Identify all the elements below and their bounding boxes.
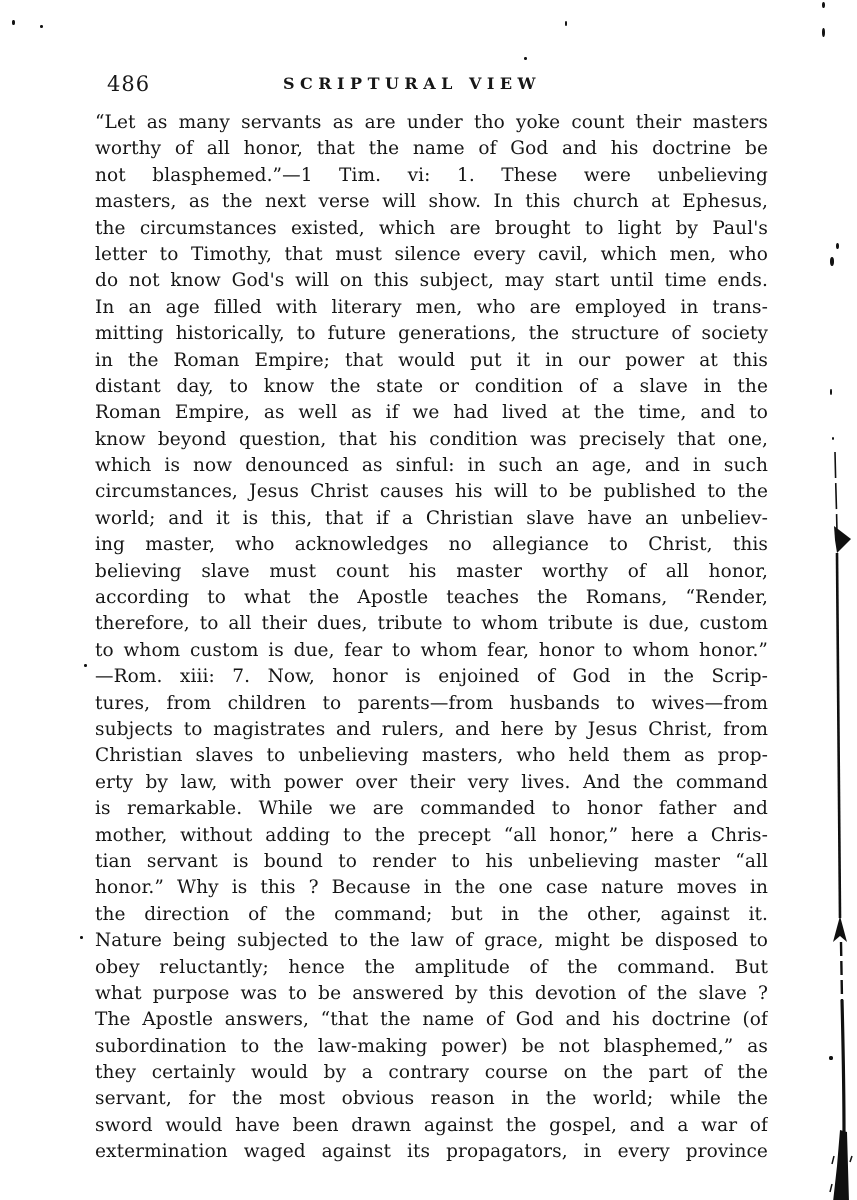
ink-speck — [836, 243, 839, 249]
text-line: subordination to the law-making power) be not blasphemed,” as — [95, 1035, 768, 1057]
text-line: therefore, to all their dues, tribute to whom tribute is due, custom — [95, 613, 768, 635]
text-line: is remarkable. While we are commanded to honor father and — [95, 798, 768, 820]
text-line: Nature being subjected to the law of grace, might be disposed to — [95, 930, 768, 952]
ink-speck — [565, 21, 567, 26]
text-line: servant, for the most obvious reason in the world; while the — [95, 1088, 768, 1110]
text-line: in the Roman Empire; that would put it in our power at this — [95, 349, 768, 371]
text-line: letter to Timothy, that must silence every cavil, which men, who — [95, 243, 768, 265]
text-line: know beyond question, that his condition was precisely that one, — [95, 428, 768, 450]
text-line: believing slave must count his master worthy of all honor, — [95, 560, 768, 582]
text-line: sword would have been drawn against the gospel, and a war of — [95, 1114, 768, 1136]
ink-speck — [829, 1056, 833, 1060]
ink-speck — [84, 664, 87, 667]
text-line: In an age filled with literary men, who are employed in trans- — [95, 296, 768, 318]
text-line: tian servant is bound to render to his unbelieving master “all — [95, 850, 768, 872]
text-line: mother, without adding to the precept “all honor,” here a Chris- — [95, 824, 768, 846]
ink-speck — [830, 389, 832, 395]
ink-speck — [40, 25, 43, 28]
ink-speck — [80, 936, 83, 939]
ink-speck — [822, 2, 825, 8]
text-line: erty by law, with power over their very lives. And the command — [95, 771, 768, 793]
text-line: do not know God's will on this subject, may start until time ends. — [95, 270, 768, 292]
text-line: distant day, to know the state or condition of a slave in the — [95, 375, 768, 397]
text-line: subjects to magistrates and rulers, and here by Jesus Christ, from — [95, 718, 768, 740]
ink-speck — [12, 20, 15, 25]
text-line: honor.” Why is this ? Because in the one case nature moves in — [95, 877, 768, 899]
text-line: the circumstances existed, which are brought to light by Paul's — [95, 217, 768, 239]
ink-speck — [830, 257, 834, 266]
text-line: they certainly would by a contrary course on the part of the — [95, 1062, 768, 1084]
text-line: obey reluctantly; hence the amplitude of the command. But — [95, 956, 768, 978]
text-line: extermination waged against its propagators, in every province — [95, 1141, 768, 1163]
text-line: worthy of all honor, that the name of God and his doctrine be — [95, 138, 768, 160]
page-number: 486 — [107, 72, 151, 96]
ink-speck — [524, 57, 527, 60]
text-line: masters, as the next verse will show. In this church at Ephesus, — [95, 191, 768, 213]
text-line: what purpose was to be answered by this devotion of the slave ? — [95, 982, 768, 1004]
text-line: to whom custom is due, fear to whom fear, honor to whom honor.” — [95, 639, 768, 661]
ink-speck — [822, 28, 825, 37]
text-line: tures, from children to parents—from husbands to wives—from — [95, 692, 768, 714]
ink-stroke-artifact — [820, 440, 857, 1200]
text-line: according to what the Apostle teaches the Romans, “Render, — [95, 587, 768, 609]
running-head-title: SCRIPTURAL VIEW — [282, 74, 542, 93]
text-line: —Rom. xiii: 7. Now, honor is enjoined of God in the Scrip- — [95, 666, 768, 688]
text-line: not blasphemed.”—1 Tim. vi: 1. These were unbelieving — [95, 164, 768, 186]
page-header — [0, 72, 857, 104]
text-line: which is now denounced as sinful: in such an age, and in such — [95, 455, 768, 477]
text-line: circumstances, Jesus Christ causes his will to be published to the — [95, 481, 768, 503]
text-line: world; and it is this, that if a Christian slave have an unbeliev- — [95, 507, 768, 529]
text-line: Roman Empire, as well as if we had lived at the time, and to — [95, 402, 768, 424]
text-line: “Let as many servants as are under tho yoke count their masters — [95, 112, 768, 133]
text-line: mitting historically, to future generations, the structure of society — [95, 323, 768, 345]
text-line: The Apostle answers, “that the name of God and his doctrine (of — [95, 1009, 768, 1031]
text-line: Christian slaves to unbelieving masters, who held them as prop- — [95, 745, 768, 767]
body-text-block — [95, 110, 768, 1166]
ink-speck — [832, 437, 834, 440]
text-line: ing master, who acknowledges no allegiance to Christ, this — [95, 534, 768, 556]
text-line: the direction of the command; but in the other, against it. — [95, 903, 768, 925]
